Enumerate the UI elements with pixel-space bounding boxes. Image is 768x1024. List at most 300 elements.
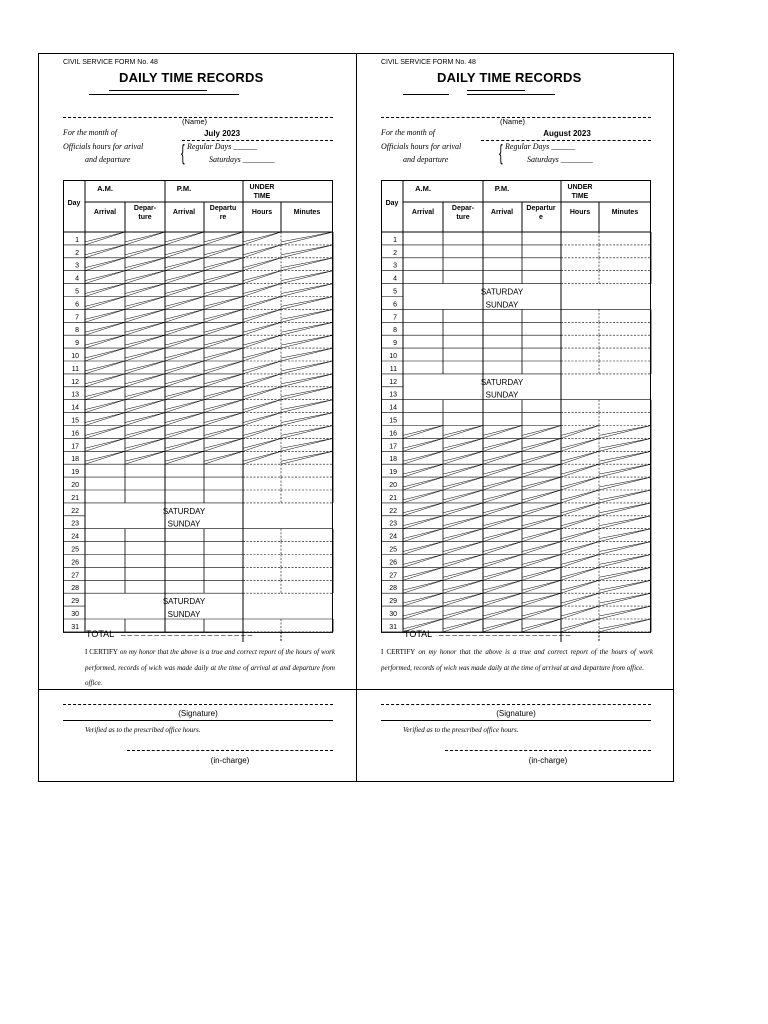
verified-label: Verified as to the prescribed office hours. (403, 726, 519, 734)
hatch-stroke (483, 490, 522, 503)
day-number: 9 (75, 340, 79, 348)
day-number: 3 (75, 262, 79, 270)
hatch-stroke (443, 477, 483, 487)
hatch-stroke (483, 503, 522, 516)
header-day: Day (385, 200, 399, 207)
hatch-stroke (561, 555, 599, 568)
dtr-form-august (357, 54, 673, 781)
verified-label: Verified as to the prescribed office hours. (85, 726, 201, 734)
departure-label: and departure (85, 155, 131, 164)
certify-body: on my honor that the above is a true and correct report of the hours of work performed, records of wich was made daily at the time of arrival at and departure from office. (85, 648, 335, 687)
hatch-stroke (85, 297, 125, 310)
day-number: 4 (393, 275, 397, 283)
hatch-stroke (483, 464, 522, 474)
hatch-stroke (483, 593, 522, 606)
hatch-stroke (125, 309, 165, 319)
hatch-stroke (522, 567, 561, 577)
hatch-stroke (281, 258, 333, 271)
hatch-stroke (281, 271, 333, 281)
hatch-stroke (204, 258, 243, 271)
hatch-stroke (165, 400, 204, 410)
hatch-stroke (483, 503, 522, 513)
hatch-stroke (204, 426, 243, 439)
hatch-stroke (165, 426, 204, 439)
hatch-stroke (443, 580, 483, 590)
hatch-stroke (85, 232, 125, 245)
hatch-stroke (243, 451, 281, 461)
hatch-stroke (403, 451, 443, 461)
hatch-stroke (599, 567, 651, 580)
hatch-stroke (281, 451, 333, 464)
hatch-stroke (561, 464, 599, 474)
hatch-stroke (85, 232, 125, 242)
sunday-label: SUNDAY (485, 300, 519, 310)
saturday-label: SATURDAY (162, 597, 206, 607)
hatch-stroke (243, 400, 281, 413)
hatch-stroke (281, 335, 333, 345)
hatch-stroke (243, 413, 281, 426)
day-number: 18 (71, 456, 79, 464)
hatch-stroke (599, 516, 651, 529)
hatch-stroke (125, 284, 165, 297)
hatch-stroke (125, 387, 165, 397)
total-line: _ _ _ _ _ _ _ _ _ _ _ _ _ _ _ _ _ _ _ _ (121, 627, 253, 636)
hatch-stroke (125, 438, 165, 451)
hatch-stroke (281, 309, 333, 319)
hatch-stroke (125, 232, 165, 242)
hatch-stroke (599, 438, 651, 448)
hatch-stroke (281, 297, 333, 307)
day-number: 23 (71, 520, 79, 528)
hatch-stroke (403, 606, 443, 619)
hatch-stroke (85, 335, 125, 348)
hatch-stroke (522, 555, 561, 568)
hatch-stroke (243, 387, 281, 397)
name-label: (Name) (182, 117, 208, 126)
regular-days-label: Regular Days ______ (505, 142, 576, 151)
day-number: 13 (389, 391, 397, 399)
hatch-stroke (85, 426, 125, 439)
hatch-stroke (561, 580, 599, 590)
hatch-stroke (561, 567, 599, 580)
hatch-stroke (85, 309, 125, 322)
hatch-stroke (443, 529, 483, 539)
hatch-stroke (204, 297, 243, 310)
hatch-stroke (204, 426, 243, 436)
hatch-stroke (165, 232, 204, 242)
form-number: CIVIL SERVICE FORM No. 48 (381, 59, 476, 66)
hatch-stroke (599, 490, 651, 503)
hatch-stroke (522, 516, 561, 529)
hatch-stroke (561, 503, 599, 516)
hatch-stroke (483, 464, 522, 477)
certification-text (381, 645, 653, 676)
hatch-stroke (443, 593, 483, 606)
dtr-table (381, 180, 652, 642)
hatch-stroke (165, 451, 204, 461)
hatch-stroke (85, 361, 125, 374)
hatch-stroke (125, 271, 165, 281)
hatch-stroke (599, 593, 651, 603)
day-number: 1 (393, 236, 397, 244)
hatch-stroke (443, 426, 483, 436)
hatch-stroke (281, 438, 333, 448)
hatch-stroke (561, 542, 599, 552)
day-number: 17 (389, 443, 397, 451)
hatch-stroke (522, 426, 561, 439)
day-number: 22 (71, 507, 79, 515)
hatch-stroke (85, 426, 125, 436)
day-number: 2 (75, 249, 79, 257)
hatch-stroke (243, 271, 281, 281)
hatch-stroke (85, 451, 125, 461)
hatch-stroke (85, 348, 125, 358)
day-number: 20 (389, 482, 397, 489)
hatch-stroke (522, 542, 561, 555)
header-under: UNDER (249, 184, 275, 191)
hatch-stroke (243, 387, 281, 400)
hatch-stroke (243, 335, 281, 348)
hatch-stroke (243, 258, 281, 268)
day-number: 15 (389, 417, 397, 425)
hatch-stroke (281, 387, 333, 400)
departure-label: and departure (403, 155, 449, 164)
hatch-stroke (561, 606, 599, 616)
day-number: 24 (389, 533, 397, 541)
hatch-stroke (204, 374, 243, 384)
hatch-stroke (281, 374, 333, 384)
incharge-line (127, 750, 333, 751)
hatch-stroke (281, 426, 333, 436)
header-hours: Hours (569, 209, 591, 216)
hatch-stroke (522, 580, 561, 593)
day-number: 11 (71, 365, 79, 373)
header-am: A.M. (415, 184, 431, 193)
hatch-stroke (599, 438, 651, 451)
day-number: 21 (71, 494, 79, 502)
hatch-stroke (403, 477, 443, 487)
hatch-stroke (599, 464, 651, 474)
day-number: 10 (389, 353, 397, 360)
certify-head: I CERTIFY (381, 648, 416, 656)
day-number: 17 (71, 443, 79, 451)
hatch-stroke (599, 529, 651, 542)
hatch-stroke (403, 464, 443, 474)
hatch-stroke (165, 271, 204, 281)
hatch-stroke (125, 284, 165, 294)
hatch-stroke (85, 348, 125, 361)
hatch-stroke (204, 245, 243, 255)
hatch-stroke (561, 529, 599, 539)
hatch-stroke (243, 335, 281, 345)
hatch-stroke (204, 387, 243, 397)
header-am-departure-2: ture (456, 214, 470, 221)
header-am-departure: Depar- (133, 205, 157, 212)
hatch-stroke (522, 464, 561, 474)
hatch-stroke (599, 619, 651, 629)
hatch-stroke (599, 567, 651, 577)
day-number: 20 (71, 482, 79, 489)
hatch-stroke (522, 593, 561, 606)
hatch-stroke (243, 374, 281, 387)
hatch-stroke (165, 413, 204, 423)
title-underline-2 (467, 94, 555, 95)
hatch-stroke (443, 542, 483, 555)
signature-line-dashed (381, 704, 651, 705)
hatch-stroke (403, 438, 443, 451)
hatch-stroke (403, 503, 443, 513)
hatch-stroke (561, 516, 599, 529)
hatch-stroke (125, 322, 165, 335)
hatch-stroke (165, 335, 204, 345)
hatch-stroke (165, 322, 204, 335)
hatch-stroke (243, 426, 281, 436)
day-number: 23 (389, 520, 397, 528)
hatch-stroke (281, 232, 333, 242)
header-pm-departure: Departu (209, 205, 237, 212)
brace-icon: { (181, 140, 185, 165)
hatch-stroke (165, 348, 204, 358)
hatch-stroke (599, 426, 651, 436)
hatch-stroke (403, 606, 443, 616)
hatch-stroke (483, 580, 522, 593)
day-number: 30 (389, 611, 397, 618)
form-title: DAILY TIME RECORDS (119, 70, 264, 85)
hatch-stroke (243, 361, 281, 374)
hatch-stroke (599, 580, 651, 593)
day-number: 6 (75, 301, 79, 309)
hatch-stroke (522, 490, 561, 503)
hatch-stroke (204, 400, 243, 413)
hatch-stroke (403, 529, 443, 539)
hatch-stroke (403, 555, 443, 568)
hatch-stroke (281, 426, 333, 439)
hatch-stroke (204, 400, 243, 410)
header-pm-arrival: Arrival (172, 209, 196, 216)
hatch-stroke (165, 309, 204, 322)
hatch-stroke (243, 245, 281, 255)
hatch-stroke (483, 529, 522, 539)
hatch-stroke (204, 413, 243, 426)
hatch-stroke (243, 232, 281, 242)
hatch-stroke (281, 348, 333, 361)
saturday-label: SATURDAY (480, 287, 524, 297)
hatch-stroke (483, 516, 522, 529)
day-number: 25 (389, 546, 397, 554)
hatch-stroke (125, 400, 165, 410)
day-number: 12 (71, 378, 79, 386)
hatch-stroke (522, 529, 561, 539)
hatch-stroke (403, 580, 443, 590)
hatch-stroke (243, 232, 281, 245)
form-title: DAILY TIME RECORDS (437, 70, 582, 85)
hatch-stroke (85, 361, 125, 371)
hatch-stroke (483, 542, 522, 555)
hatch-stroke (599, 555, 651, 565)
hatch-stroke (125, 335, 165, 348)
hatch-stroke (483, 567, 522, 580)
hatch-stroke (599, 503, 651, 516)
hatch-stroke (204, 374, 243, 387)
hatch-stroke (243, 322, 281, 335)
hatch-stroke (281, 361, 333, 374)
hatch-stroke (522, 503, 561, 513)
hatch-stroke (281, 245, 333, 258)
hatch-stroke (403, 451, 443, 464)
day-number: 3 (393, 262, 397, 270)
hatch-stroke (204, 361, 243, 371)
hatch-stroke (443, 503, 483, 516)
header-minutes: Minutes (611, 209, 639, 216)
hatch-stroke (281, 387, 333, 397)
hatch-stroke (599, 451, 651, 461)
signature-label: (Signature) (178, 709, 218, 718)
hatch-stroke (85, 413, 125, 426)
day-number: 19 (71, 469, 79, 477)
hatch-stroke (561, 593, 599, 606)
hatch-stroke (165, 284, 204, 297)
hatch-stroke (85, 245, 125, 255)
hatch-stroke (483, 529, 522, 542)
hatch-stroke (522, 451, 561, 461)
day-number: 16 (71, 430, 79, 438)
hatch-stroke (483, 490, 522, 500)
certification-text (85, 645, 335, 692)
hatch-stroke (281, 322, 333, 332)
form-number: CIVIL SERVICE FORM No. 48 (63, 59, 158, 66)
hatch-stroke (443, 451, 483, 464)
hatch-stroke (165, 297, 204, 310)
saturdays-label: Saturdays ________ (527, 155, 593, 164)
hatch-stroke (165, 348, 204, 361)
hatch-stroke (403, 542, 443, 555)
hatch-stroke (522, 606, 561, 616)
hatch-stroke (125, 232, 165, 245)
hatch-stroke (85, 400, 125, 413)
certify-body: on my honor that the above is a true and correct report of the hours of work performed, records of wich was made daily at the time of arrival at and departure from office. (381, 648, 653, 672)
hatch-stroke (204, 245, 243, 258)
hatch-stroke (403, 567, 443, 577)
hatch-stroke (125, 245, 165, 255)
hatch-stroke (85, 451, 125, 464)
hatch-stroke (522, 451, 561, 464)
hatch-stroke (165, 232, 204, 245)
hatch-stroke (561, 593, 599, 603)
regular-days-label: Regular Days ______ (187, 142, 258, 151)
day-number: 26 (389, 559, 397, 567)
hatch-stroke (125, 297, 165, 307)
hatch-stroke (204, 438, 243, 448)
hatch-stroke (85, 297, 125, 307)
hatch-stroke (403, 567, 443, 580)
hatch-stroke (125, 335, 165, 345)
hatch-stroke (522, 438, 561, 451)
hatch-stroke (281, 335, 333, 348)
header-am-departure: Depar- (451, 205, 475, 212)
hatch-stroke (443, 490, 483, 503)
day-number: 11 (389, 365, 397, 373)
header-pm: P.M. (176, 184, 192, 193)
header-under: UNDER (567, 184, 593, 191)
hatch-stroke (125, 258, 165, 268)
hatch-stroke (204, 335, 243, 348)
hatch-stroke (125, 361, 165, 371)
incharge-label: (in-charge) (528, 756, 568, 765)
hatch-stroke (125, 348, 165, 358)
hatch-stroke (243, 297, 281, 310)
hatch-stroke (125, 297, 165, 310)
day-number: 27 (71, 572, 79, 580)
hatch-stroke (85, 322, 125, 332)
hatch-stroke (281, 374, 333, 387)
hatch-stroke (281, 438, 333, 451)
header-minutes: Minutes (293, 209, 321, 216)
hatch-stroke (125, 309, 165, 322)
hatch-stroke (561, 555, 599, 565)
day-number: 12 (389, 378, 397, 386)
day-number: 8 (393, 327, 397, 335)
hatch-stroke (561, 503, 599, 513)
hatch-stroke (125, 258, 165, 271)
day-number: 24 (71, 533, 79, 541)
day-number: 31 (389, 623, 397, 631)
hatch-stroke (561, 438, 599, 451)
hatch-stroke (403, 490, 443, 503)
hatch-stroke (281, 451, 333, 461)
day-number: 7 (393, 314, 397, 322)
hatch-stroke (165, 271, 204, 284)
month-label: For the month of (63, 128, 117, 137)
day-number: 16 (389, 430, 397, 438)
hatch-stroke (443, 503, 483, 513)
hatch-stroke (483, 567, 522, 577)
hatch-stroke (85, 387, 125, 400)
hatch-stroke (204, 309, 243, 322)
hatch-stroke (281, 271, 333, 284)
hatch-stroke (599, 477, 651, 490)
total-label: TOTAL (404, 629, 433, 639)
hatch-stroke (522, 593, 561, 603)
header-am-arrival: Arrival (93, 209, 117, 216)
hatch-stroke (561, 529, 599, 542)
hatch-stroke (85, 374, 125, 387)
hatch-stroke (599, 606, 651, 619)
hatch-stroke (243, 348, 281, 361)
hatch-stroke (85, 438, 125, 451)
hatch-stroke (403, 503, 443, 516)
hatch-stroke (125, 426, 165, 439)
hatch-stroke (281, 258, 333, 268)
header-time: TIME (571, 193, 589, 200)
hatch-stroke (165, 309, 204, 319)
hatch-stroke (483, 438, 522, 451)
header-pm-departure-2: e (539, 214, 543, 221)
hatch-stroke (281, 309, 333, 322)
hatch-stroke (204, 322, 243, 332)
hatch-stroke (125, 374, 165, 384)
hatch-stroke (522, 606, 561, 619)
hatch-stroke (204, 271, 243, 284)
hatch-stroke (281, 284, 333, 294)
hatch-stroke (125, 451, 165, 464)
hatch-stroke (483, 606, 522, 616)
day-number: 14 (71, 404, 79, 412)
hatch-stroke (599, 516, 651, 526)
hatch-stroke (561, 542, 599, 555)
day-number: 14 (389, 404, 397, 412)
hatch-stroke (125, 245, 165, 258)
hatch-stroke (599, 542, 651, 552)
